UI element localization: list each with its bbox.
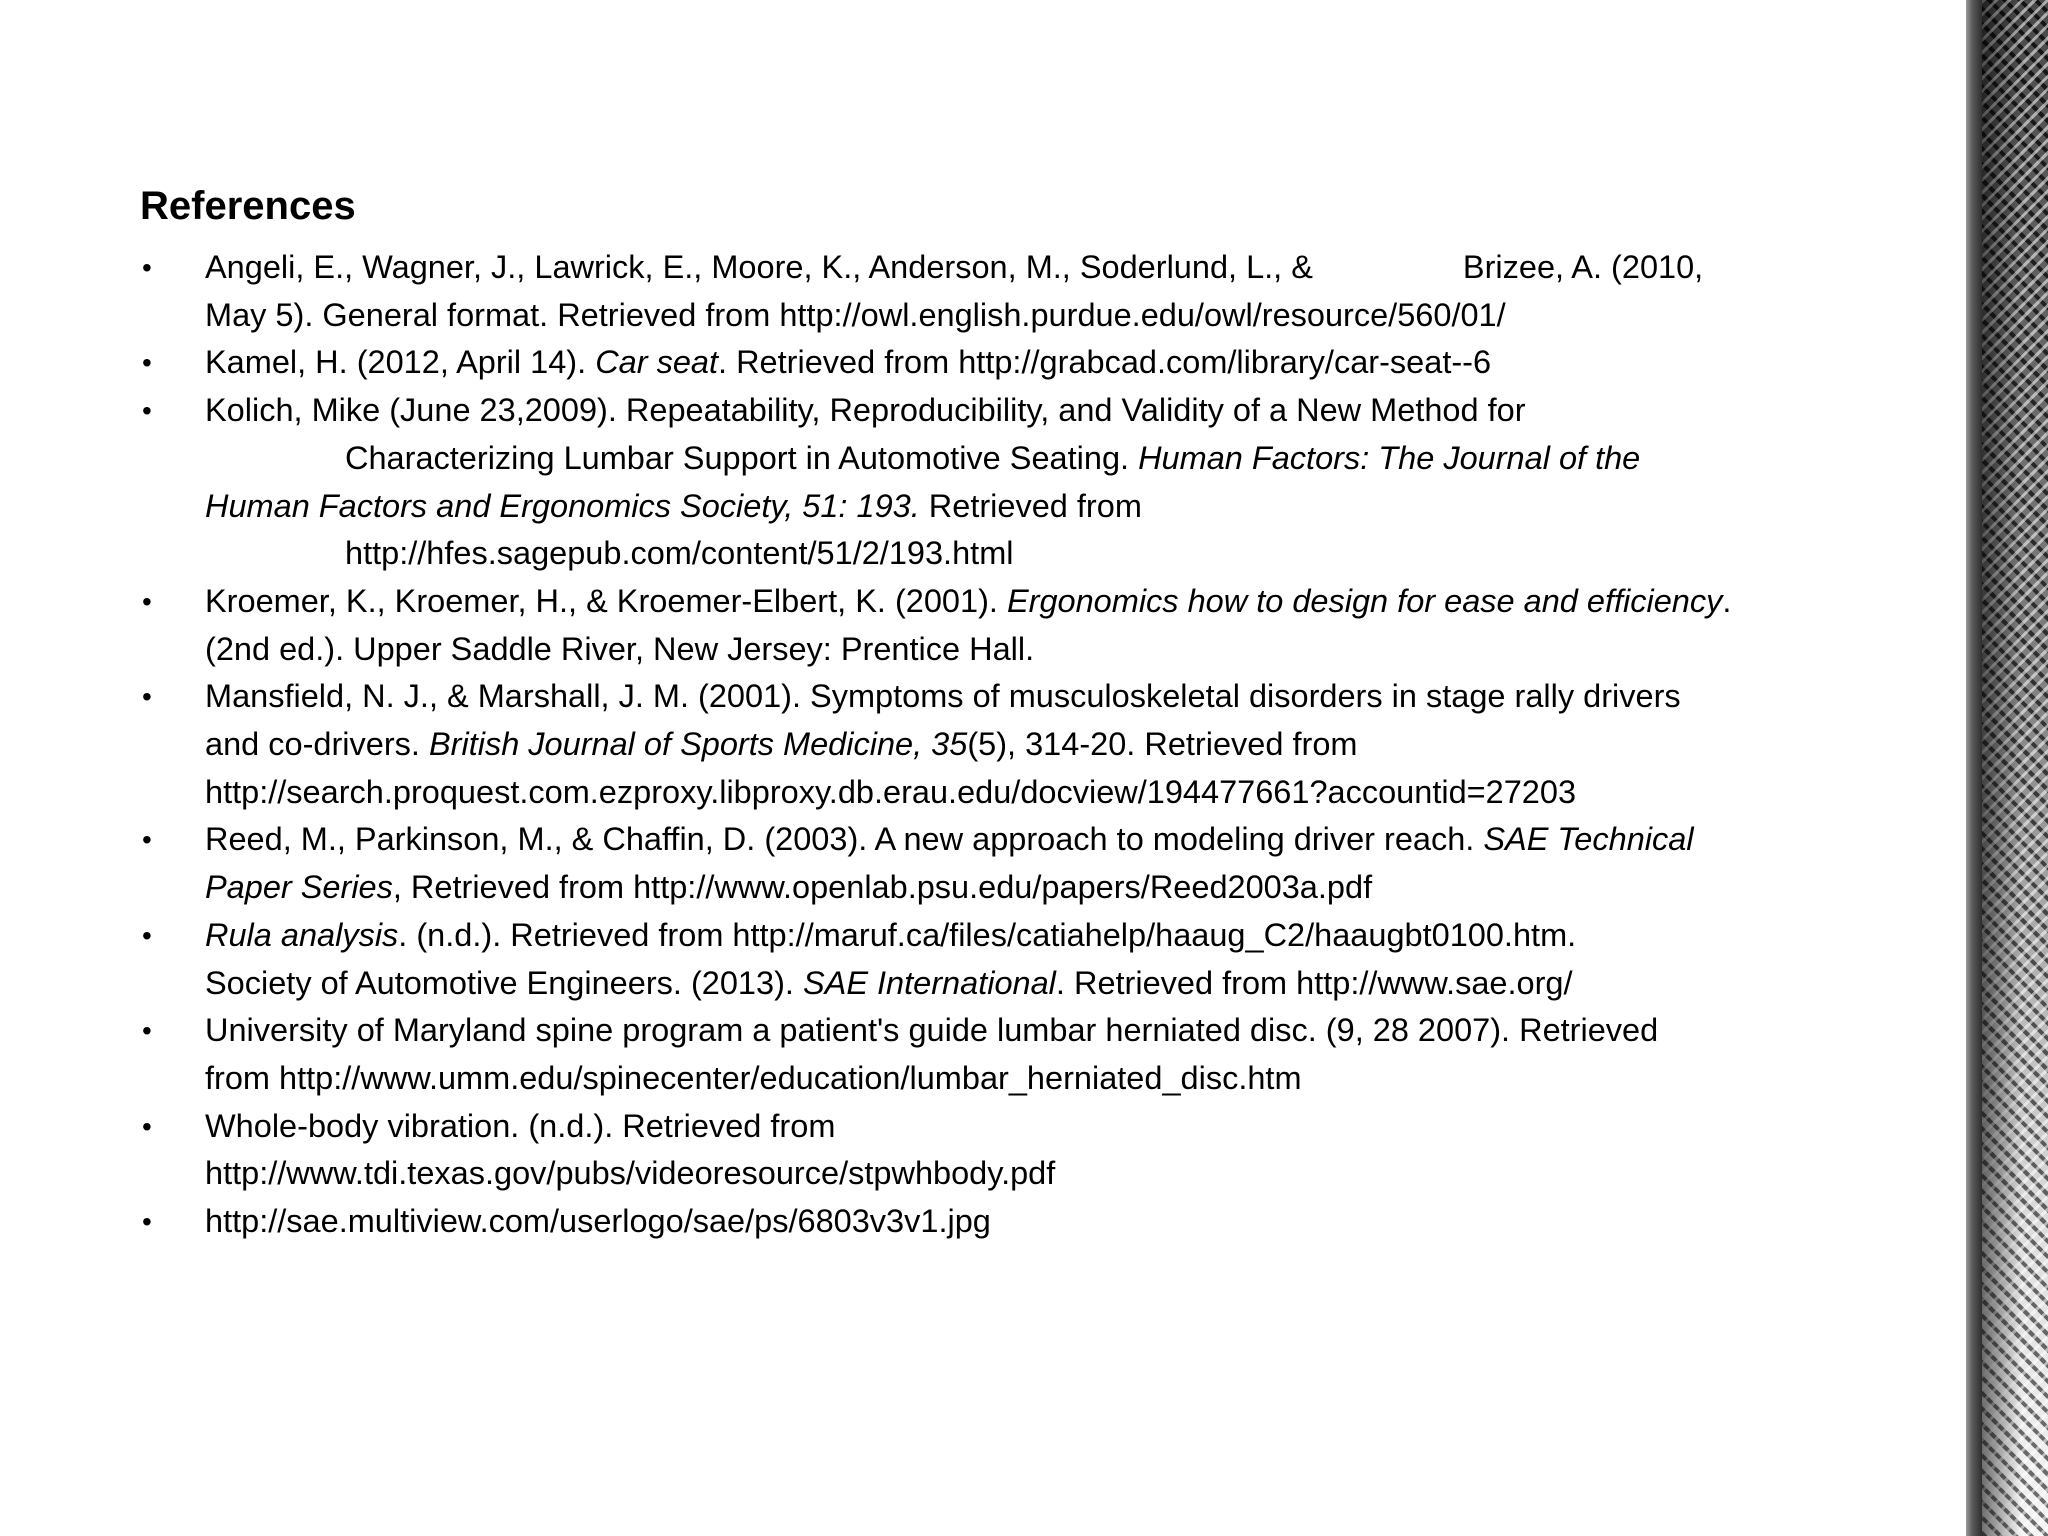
decorative-border: [1966, 0, 1982, 1536]
reference-journal: Human Factors and Ergonomics Society, 51: 193.: [205, 487, 920, 524]
reference-list: [140, 244, 1900, 1246]
bullet-icon: •: [142, 347, 152, 379]
reference-line: http://search.proquest.com.ezproxy.libproxy.db.erau.edu/docview/194477661?accountid=27203: [205, 773, 1577, 810]
reference-text: Reed, M., Parkinson, M., & Chaffin, D. (2003). A new approach to modeling driver reach.: [205, 821, 1484, 858]
reference-line: May 5). General format. Retrieved from http://owl.english.purdue.edu/owl/resource/560/01/: [205, 296, 1506, 333]
reference-item: [140, 912, 1900, 1007]
reference-text: (5), 314-20. Retrieved from: [967, 726, 1358, 763]
reference-text: Characterizing Lumbar Support in Automotive Seating.: [345, 439, 1139, 476]
reference-title: SAE International: [802, 964, 1056, 1001]
reference-title: Ergonomics how to design for ease and efficiency: [1006, 582, 1723, 619]
reference-text: . (n.d.). Retrieved from http://maruf.ca/files/catiahelp/haaug_C2/haaugbt0100.htm.: [398, 916, 1577, 953]
reference-item: [140, 339, 1900, 387]
reference-item: [140, 1103, 1900, 1198]
reference-text: Kamel, H. (2012, April 14).: [205, 344, 596, 381]
bullet-icon: •: [142, 824, 152, 856]
reference-text: Brizee, A. (2010,: [1462, 249, 1704, 285]
reference-item: [140, 1198, 1900, 1246]
reference-line: http://sae.multiview.com/userlogo/sae/ps/6803v3v1.jpg: [205, 1203, 991, 1240]
reference-text: . Retrieved from http://grabcad.com/library/car-seat--6: [718, 344, 1492, 381]
bullet-icon: •: [142, 681, 152, 713]
reference-line: University of Maryland spine program a patient's guide lumbar herniated disc. (9, 28 2007). Retrieved: [205, 1012, 1659, 1049]
reference-title: Rula analysis: [205, 916, 399, 953]
reference-line: Mansfield, N. J., & Marshall, J. M. (2001). Symptoms of musculoskeletal disorders in stage rally drivers: [205, 678, 1681, 715]
reference-line: [205, 244, 1900, 292]
reference-text: Angeli, E., Wagner, J., Lawrick, E., Moore, K., Anderson, M., Soderlund, L., &: [205, 249, 1313, 285]
reference-line: [205, 912, 1900, 960]
reference-journal: British Journal of Sports Medicine, 35: [428, 726, 968, 763]
reference-journal: SAE Technical: [1483, 821, 1694, 858]
reference-line: [205, 435, 1900, 483]
reference-text: and co-drivers.: [205, 726, 429, 763]
reference-text: .: [1722, 582, 1732, 619]
bullet-icon: •: [142, 395, 152, 427]
reference-line: Kolich, Mike (June 23,2009). Repeatability, Reproducibility, and Validity of a New Method for: [205, 392, 1526, 429]
bullet-icon: •: [142, 1110, 152, 1142]
bullet-icon: •: [142, 585, 152, 617]
reference-text: Retrieved from: [919, 487, 1142, 524]
reference-line: [205, 483, 1900, 531]
reference-text: , Retrieved from http://www.openlab.psu.edu/papers/Reed2003a.pdf: [392, 869, 1373, 906]
reference-line: [205, 864, 1900, 912]
reference-line: http://www.tdi.texas.gov/pubs/videoresource/stpwhbody.pdf: [205, 1155, 1056, 1192]
reference-title: Car seat: [595, 344, 719, 381]
reference-item: [140, 673, 1900, 816]
reference-item: [140, 244, 1900, 339]
reference-journal: Paper Series: [205, 869, 393, 906]
reference-journal: Human Factors: The Journal of the: [1138, 439, 1641, 476]
reference-line: [205, 578, 1900, 626]
reference-line: [205, 816, 1900, 864]
decorative-shade: [1982, 0, 2048, 1536]
reference-line: http://hfes.sagepub.com/content/51/2/193.html: [345, 535, 1014, 572]
reference-item: [140, 578, 1900, 673]
reference-text: Kroemer, K., Kroemer, H., & Kroemer-Elbert, K. (2001).: [205, 582, 1007, 619]
reference-line: [205, 339, 1900, 387]
reference-line: [205, 721, 1900, 769]
bullet-icon: •: [142, 1015, 152, 1047]
reference-text: . Retrieved from http://www.sae.org/: [1055, 964, 1573, 1001]
reference-line: from http://www.umm.edu/spinecenter/education/lumbar_herniated_disc.htm: [205, 1059, 1302, 1096]
bullet-icon: •: [142, 1206, 152, 1238]
reference-text: Society of Automotive Engineers. (2013).: [205, 964, 803, 1001]
page-title: References: [140, 184, 356, 228]
reference-item: [140, 1007, 1900, 1102]
reference-line: Whole-body vibration. (n.d.). Retrieved from: [205, 1107, 836, 1144]
bullet-icon: •: [142, 252, 152, 283]
reference-line: (2nd ed.). Upper Saddle River, New Jersey: Prentice Hall.: [205, 630, 1035, 667]
reference-item: [140, 387, 1900, 578]
bullet-icon: •: [142, 919, 152, 951]
reference-line: [205, 960, 1900, 1008]
reference-item: [140, 816, 1900, 911]
